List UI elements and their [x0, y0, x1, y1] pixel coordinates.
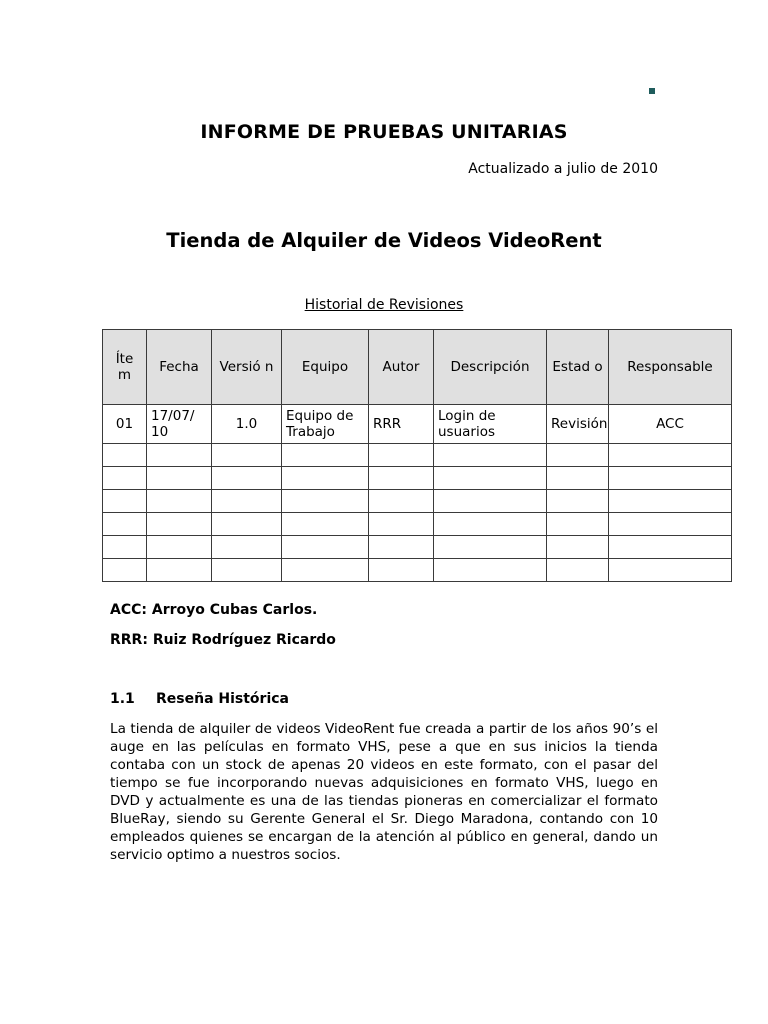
- cell-version: 1.0: [212, 405, 282, 444]
- legend-acc: ACC: Arroyo Cubas Carlos.: [110, 602, 318, 618]
- column-header-item: Íte m: [103, 330, 147, 405]
- column-header-autor: Autor: [369, 330, 434, 405]
- revision-table: [102, 329, 732, 582]
- project-title: Tienda de Alquiler de Videos VideoRent: [166, 229, 602, 252]
- column-header-responsable: Responsable: [609, 330, 732, 405]
- cell-autor: RRR: [369, 405, 434, 444]
- table-row: [103, 405, 732, 444]
- report-title: INFORME DE PRUEBAS UNITARIAS: [200, 121, 568, 143]
- cell-fecha: 17/07/ 10: [147, 405, 212, 444]
- page-marker: [649, 88, 655, 94]
- section-number: 1.1: [110, 691, 135, 707]
- updated-date: Actualizado a julio de 2010: [468, 161, 658, 177]
- table-header-row: [103, 330, 732, 405]
- revision-history-title: Historial de Revisiones: [304, 297, 464, 313]
- section-title: Reseña Histórica: [156, 691, 289, 707]
- cell-estado: Revisión: [547, 405, 609, 444]
- section-body: La tienda de alquiler de videos VideoRent fue creada a partir de los años 90’s el auge en las películas en formato VHS, pese a que en sus inicios la tienda contaba con un stock de apenas 20 videos en este formato, con el pasar del tiempo se fue incorporando nuevas adquisiciones en formato VHS, luego en DVD y actualmente es una de las tiendas pioneras en comercializar el formato BlueRay, siendo su Gerente General el Sr. Diego Maradona, contando con 10 empleados quienes se encargan de la atención al público en general, dando un servicio optimo a nuestros socios.: [110, 721, 658, 863]
- column-header-estado: Estad o: [547, 330, 609, 405]
- table-row-empty: [103, 467, 732, 490]
- legend-rrr: RRR: Ruiz Rodríguez Ricardo: [110, 632, 336, 648]
- table-row-empty: [103, 513, 732, 536]
- cell-responsable: ACC: [609, 405, 732, 444]
- table-row-empty: [103, 536, 732, 559]
- cell-equipo: Equipo de Trabajo: [282, 405, 369, 444]
- section-heading: [110, 691, 289, 707]
- cell-item: 01: [103, 405, 147, 444]
- table-row-empty: [103, 444, 732, 467]
- column-header-fecha: Fecha: [147, 330, 212, 405]
- table-row-empty: [103, 490, 732, 513]
- table-row-empty: [103, 559, 732, 582]
- column-header-equipo: Equipo: [282, 330, 369, 405]
- column-header-descripcion: Descripción: [434, 330, 547, 405]
- column-header-version: Versió n: [212, 330, 282, 405]
- cell-descripcion: Login de usuarios: [434, 405, 547, 444]
